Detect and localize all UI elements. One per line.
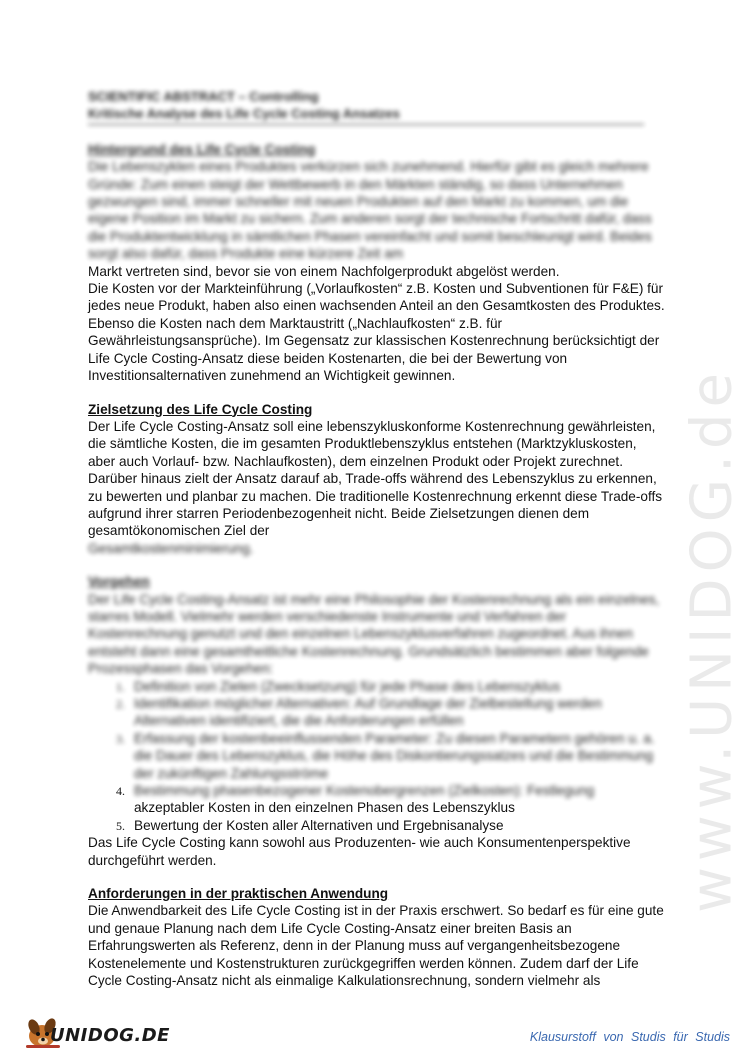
paragraph: Der Life Cycle Costing-Ansatz soll eine lebenszykluskonforme Kostenrechnung gewährleisten, die sämtliche Kosten, die im gesamten Produktlebenszyklus entstehen (Marktzykluskosten, aber auch Vorlauf- bzw. Nachlaufkosten), dem einzelnen Produkt oder Projekt zurechnet. Darüber hinaus zielt der Ansatz darauf ab, Trade-offs während des Lebenszyklus zu erkennen, zu bewerten und planbar zu machen. Die traditionelle Kostenrechnung erkennt diese Trade-offs aufgrund ihrer starren Periodenbezogenheit nicht. Beide Zielsetzungen dienen dem gesamtökonomischen Ziel der — [88, 418, 663, 539]
logo-text: UNIDOG.DE — [50, 1025, 170, 1046]
section-heading: Zielsetzung des Life Cycle Costing — [88, 401, 313, 417]
list-item: 5. Bewertung der Kosten aller Alternativen und Ergebnisanalyse — [128, 817, 666, 834]
paragraph-blurred: Der Life Cycle Costing-Ansatz ist mehr eine Philosophie der Kostenrechnung als ein einzelnes, starres Modell. Vielmehr werden verschiedenste Instrumente und Verfahren der Kostenrechnung genutzt und den einzelnen Lebenszyklusverfahren zugeordnet. Aus ihnen entsteht dann eine gesamtheitliche Kostenrechnung. Grundsätzlich bestimmen aber folgende Prozessphasen das Vorgehen: — [88, 591, 660, 677]
list-item — [128, 782, 666, 817]
list-item: 3. Erfassung der kostenbeeinflussenden Parameter: Zu diesen Parametern gehören u. a. die Dauer des Lebenszyklus, die Höhe des Diskontierungssatzes und die Bestimmung der zukünftigen Zahlungsströme — [128, 730, 666, 782]
list-item: 2. Identifikation möglicher Alternativen: Auf Grundlage der Zielbestellung werden Alternativen identifiziert, die die Anforderungen erfüllen — [128, 695, 666, 730]
paragraph-blurred: Gesamtkostenminimierung. — [88, 540, 254, 556]
document-body — [88, 88, 666, 990]
header-title: SCIENTIFIC ABSTRACT – Controlling — [88, 89, 319, 104]
paragraph: Die Kosten vor der Markteinführung („Vorlaufkosten“ z.B. Kosten und Subventionen für F&E) für jedes neue Produkt, haben also einen wachsenden Anteil an den Gesamtkosten des Produktes. Ebenso die Kosten nach dem Marktaustritt („Nachlaufkosten“ z.B. für Gewährleistungsansprüche). Im Gegensatz zur klassischen Kostenrechnung berücksichtigt der Life Cycle Costing-Ansatz diese beiden Kostenarten, die bei der Bewertung von Investitionsalternativen zunehmend an Wichtigkeit gewinnen. — [88, 281, 665, 384]
section-hintergrund — [88, 141, 666, 385]
paragraph: Markt vertreten sind, bevor sie von einem Nachfolgerprodukt abgelöst werden. — [88, 263, 560, 279]
section-heading: Hintergrund des Life Cycle Costing — [88, 141, 316, 157]
section-heading: Anforderungen in der praktischen Anwendung — [88, 886, 389, 902]
section-vorgehen-blurred — [88, 573, 666, 677]
paragraph-blurred: Die Lebenszyklen eines Produktes verkürzen sich zunehmend. Hierfür gibt es gleich mehrere Gründe: Zum einen steigt der Wettbewerb in den Märkten ständig, so dass Unternehmen gezwungen sind, immer schneller mit neuen Produkten auf den Markt zu kommen, um die eigene Position im Markt zu sichern. Zum anderen sorgt der technische Fortschritt dafür, dass die Produktentwicklung in sämtlichen Phasen vereinfacht und somit beschleunigt wird. Beides sorgt also dafür, dass Produkte eine kürzere Zeit am — [88, 159, 652, 262]
watermark: www.UNIDOG.de — [679, 367, 745, 913]
section-anforderungen — [88, 885, 666, 989]
section-vorgehen — [88, 573, 666, 869]
process-list — [88, 678, 666, 835]
paragraph: Die Anwendbarkeit des Life Cycle Costing ist in der Praxis erschwert. So bedarf es für eine gute und genaue Planung nach dem Life Cycle Costing-Ansatz einer breiten Basis an Erfahrungswerten als Referenz, denn in der Planung muss auf vergangenheitsbezogene Kostenelemente und Kostenstrukturen zurückgegriffen werden können. Zudem darf der Life Cycle Costing-Ansatz nicht als einmalige Kalkulationsrechnung, sondern vielmehr als — [88, 903, 664, 989]
document-header — [88, 88, 666, 125]
list-item: 1. Definition von Zielen (Zwecksetzung) für jede Phase des Lebenszyklus — [128, 678, 666, 695]
section-zielsetzung — [88, 401, 666, 558]
section-heading: Vorgehen — [88, 574, 150, 590]
section-hintergrund-blurred — [88, 141, 666, 263]
header-subtitle: Kritische Analyse des Life Cycle Costing Ansatzes — [88, 105, 644, 124]
paragraph: Das Life Cycle Costing kann sowohl aus Produzenten- wie auch Konsumentenperspektive durchgeführt werden. — [88, 835, 631, 868]
footer-tagline: Klausurstoff von Studis für Studis — [529, 1030, 730, 1044]
list-item-blurred: 4. Bestimmung phasenbezogener Kostenobergrenzen (Zielkosten): Festlegung — [134, 783, 595, 799]
list-item-clear: akzeptabler Kosten in den einzelnen Phasen des Lebenszyklus — [134, 800, 515, 816]
